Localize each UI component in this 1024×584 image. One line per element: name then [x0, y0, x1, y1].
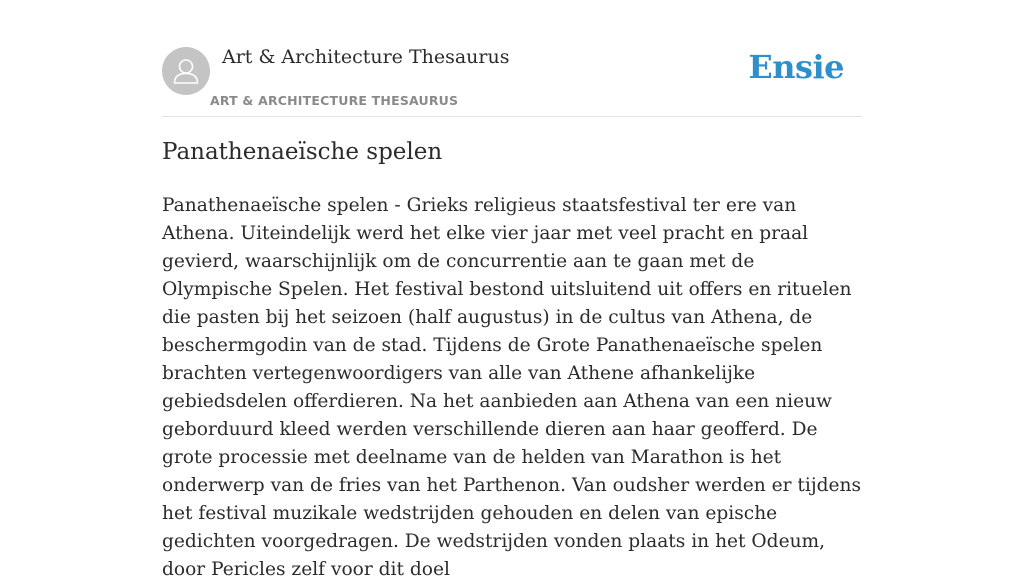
article-title: Panathenaeïsche spelen — [162, 139, 443, 165]
avatar[interactable] — [162, 47, 210, 95]
author-name[interactable]: Art & Architecture Thesaurus — [222, 46, 510, 68]
article-body: Panathenaeïsche spelen - Grieks religieus staatsfestival ter ere van Athena. Uiteindelijk werd het elke vier jaar met veel pracht en praal gevierd, waarschijnlijk om de concurrentie aan te gaan met de Olympische Spelen. Het festival bestond uitsluitend uit offers en rituelen die pasten bij het seizoen (half augustus) in de cultus van Athena, de beschermgodin van de stad. Tijdens de Grote Panathenaeïsche spelen brachten vertegenwoordigers van alle van Athene afhankelijke gebiedsdelen offerdieren. Na het aanbieden aan Athena van een nieuw geborduurd kleed werden verschillende dieren aan haar geofferd. De grote processie met deelname van de helden van Marathon is het onderwerp van de fries van het Parthenon. Van oudsher werden er tijdens het festival muzikale wedstrijden gehouden en delen van epische gedichten voorgedragen. De wedstrijden vonden plaats in het Odeum, door Pericles zelf voor dit doel — [162, 195, 862, 580]
brand-logo[interactable]: Ensie — [748, 48, 844, 86]
user-silhouette-icon — [162, 47, 210, 95]
category-label[interactable]: ART & ARCHITECTURE THESAURUS — [210, 93, 459, 108]
article-header — [162, 44, 862, 117]
